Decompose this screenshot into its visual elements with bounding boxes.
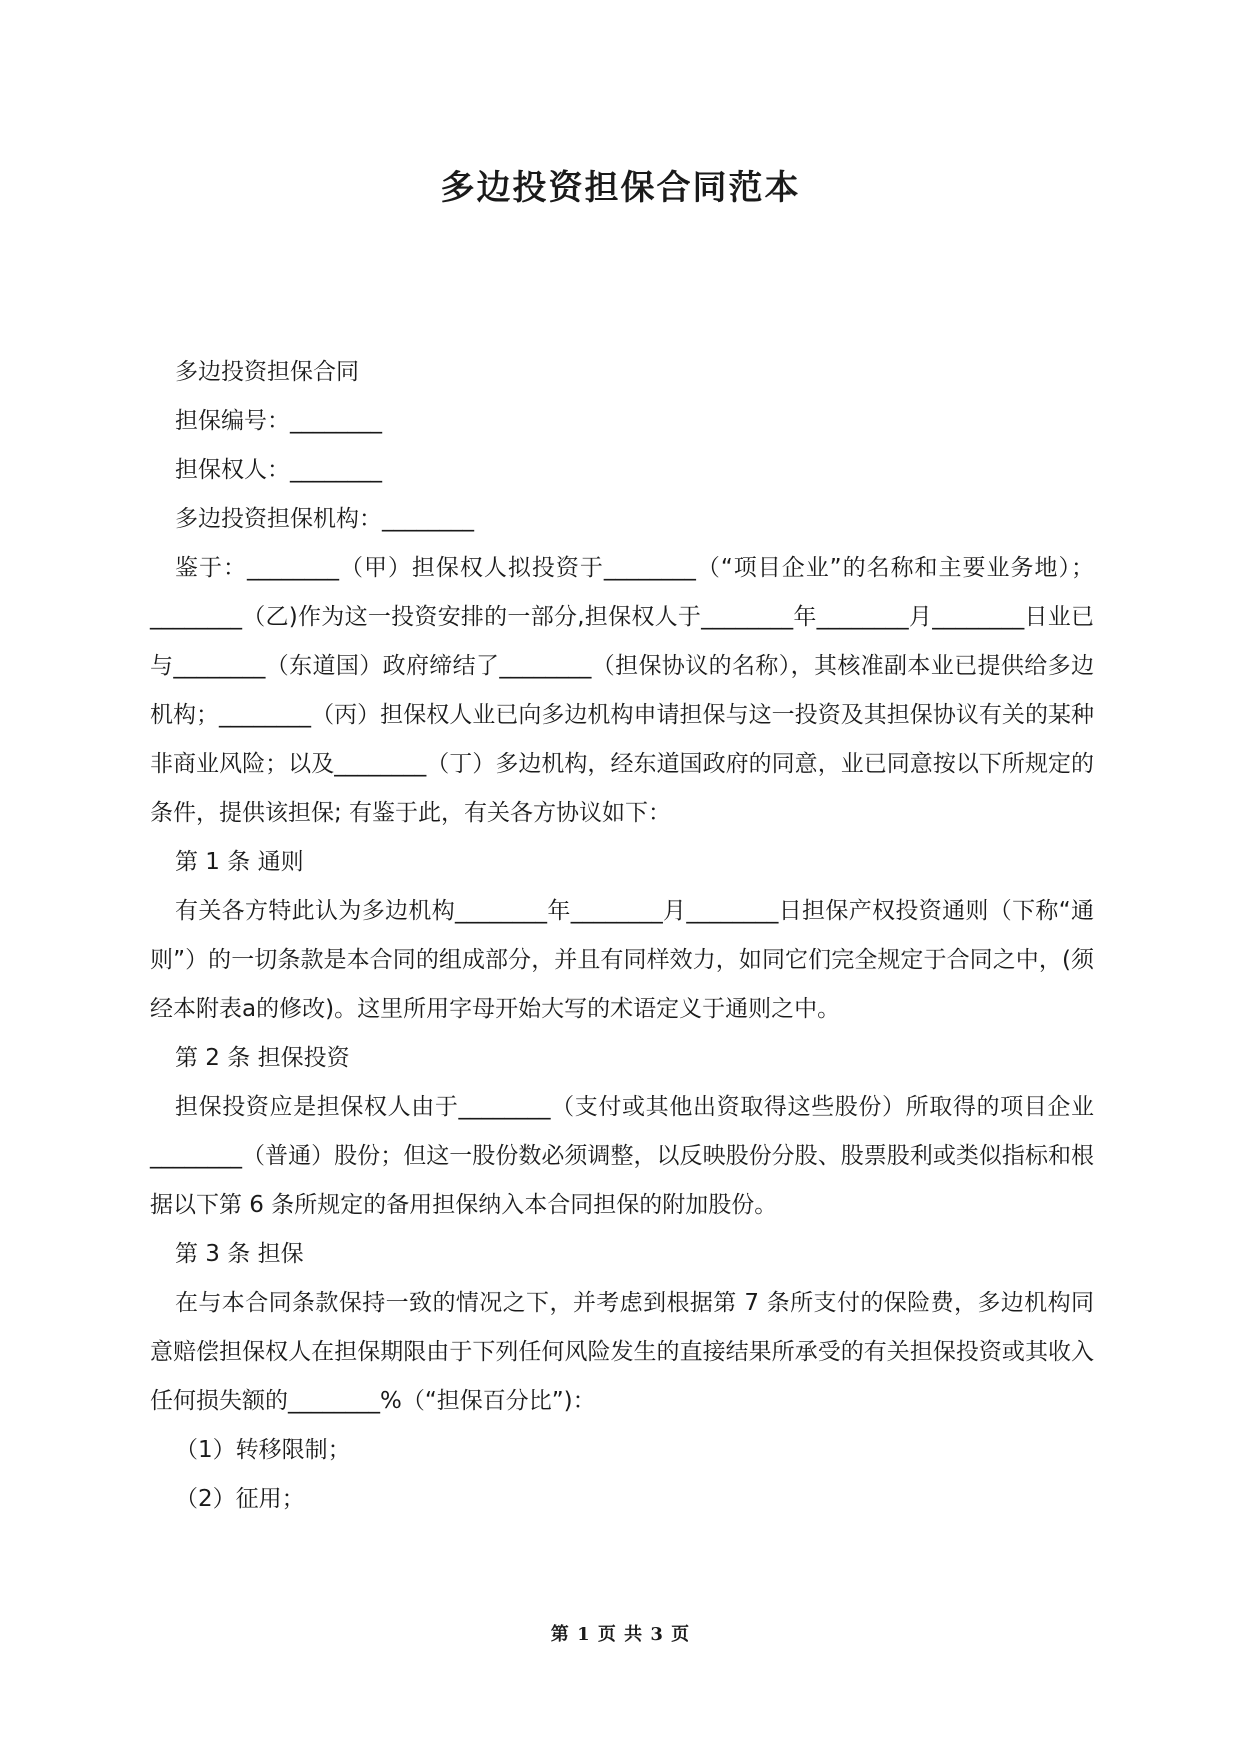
article-heading-3: 第 3 条 担保 [175, 1241, 304, 1267]
document-body [150, 348, 1094, 1524]
list-item-expropriation: （2）征用； [175, 1486, 305, 1512]
paragraph-article-3: 在与本合同条款保持一致的情况之下，并考虑到根据第 7 条所支付的保险费，多边机构同意赔偿担保权人在担保期限由于下列任何风险发生的直接结果所承受的有关担保投资或其收入任何损失额的________%（“担保百分比”)： [150, 1290, 1094, 1414]
paragraph-whereas: 鉴于：________（甲）担保权人拟投资于________（“项目企业”的名称和主要业务地）；________（乙)作为这一投资安排的一部分,担保权人于________年________月________日业已与________（东道国）政府缔结了________（担保协议的名称），其核准副本业已提供给多边机构；________（丙）担保权人业已向多边机构申请担保与这一投资及其担保协议有关的某种非商业风险；以及________（丁）多边机构，经东道国政府的同意，业已同意按以下所规定的条件，提供该担保; 有鉴于此，有关各方协议如下： [150, 555, 1094, 826]
document-title: 多边投资担保合同范本 [440, 168, 801, 208]
article-heading-1: 第 1 条 通则 [175, 849, 304, 875]
paragraph-guarantee-agency: 多边投资担保机构：________ [175, 506, 474, 532]
paragraph-contract-name: 多边投资担保合同 [175, 359, 359, 385]
paragraph-guarantee-number: 担保编号：________ [175, 408, 382, 434]
page-indicator: 第 1 页 共 3 页 [550, 1624, 691, 1645]
paragraph-guarantee-holder: 担保权人：________ [175, 457, 382, 483]
list-item-transfer-restriction: （1）转移限制； [175, 1437, 351, 1463]
paragraph-article-2: 担保投资应是担保权人由于________（支付或其他出资取得这些股份）所取得的项目企业________（普通）股份；但这一股份数必须调整，以反映股份分股、股票股利或类似指标和根据以下第 6 条所规定的备用担保纳入本合同担保的附加股份。 [150, 1094, 1094, 1218]
article-heading-2: 第 2 条 担保投资 [175, 1045, 350, 1071]
paragraph-article-1: 有关各方特此认为多边机构________年________月________日担保产权投资通则（下称“通则”）的一切条款是本合同的组成部分，并且有同样效力，如同它们完全规定于合同之中，(须经本附表a的修改)。这里所用字母开始大写的术语定义于通则之中。 [150, 898, 1094, 1022]
